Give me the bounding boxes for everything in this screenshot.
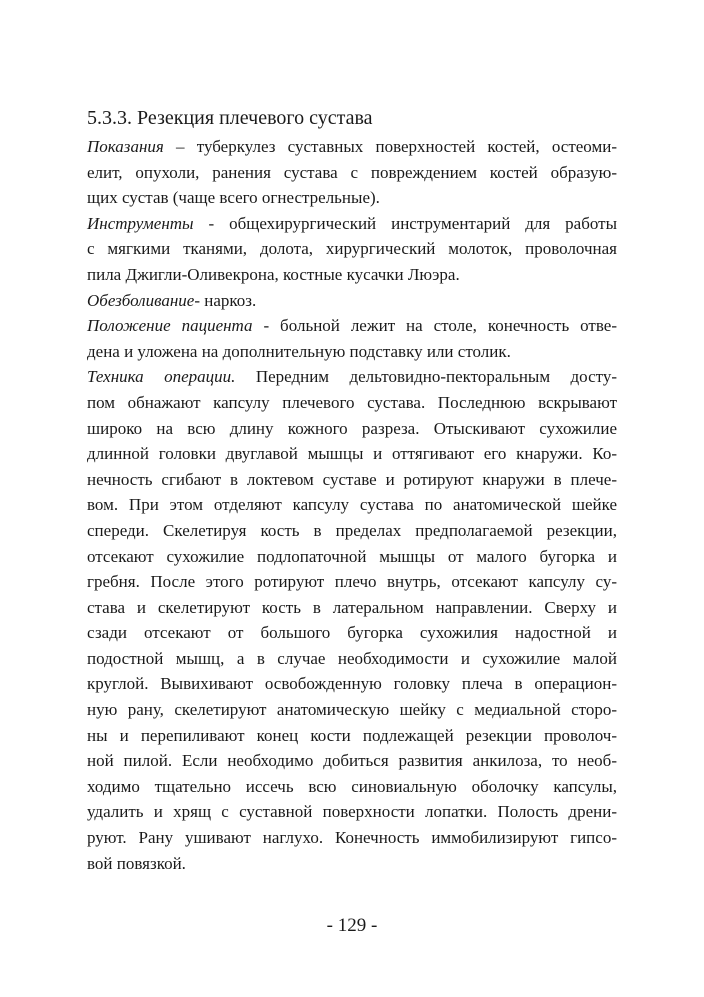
text-line: больной лежит на столе, конечность отве- xyxy=(269,316,617,336)
text-line: гребня. После этого ротируют плечо внутрь, отсекают капсулу су- xyxy=(87,572,617,592)
text-line: спереди. Скелетируя кость в пределах предполагаемой резекции, xyxy=(87,520,617,540)
text-line: вой повязкой. xyxy=(87,853,186,873)
text-line: ходимо тщательно иссечь всю синовиальную оболочку капсулы, xyxy=(87,776,617,796)
paragraph-technique-line xyxy=(87,364,617,390)
text-line: нечность сгибают в локтевом суставе и ротируют кнаружи в плече- xyxy=(87,469,617,489)
text-line: – туберкулез суставных поверхностей костей, остеоми- xyxy=(163,137,617,156)
text-line: елит, опухоли, ранения сустава с повреждением костей образую- xyxy=(87,162,617,182)
text-line: става и скелетируют кость в латеральном направлении. Сверху и xyxy=(87,597,617,617)
term-technique: Техника операции. xyxy=(87,367,236,387)
text-line: ной пилой. Если необходимо добиться развития анкилоза, то необ- xyxy=(87,751,617,771)
text-line: вом. При этом отделяют капсулу сустава по анатомической шейке xyxy=(87,495,617,515)
text-line: широко на всю длину кожного разреза. Отыскивают сухожилие xyxy=(87,418,617,438)
text-line: ную рану, скелетируют анатомическую шейку с медиальной сторо- xyxy=(87,700,617,720)
text-line: дена и уложена на дополнительную подставку или столик. xyxy=(87,341,511,361)
paragraph-indications-line xyxy=(87,134,617,160)
text-line: пила Джигли-Оливекрона, костные кусачки Люэра. xyxy=(87,264,460,284)
paragraph-anesthesia-line xyxy=(87,288,617,314)
section-title: 5.3.3. Резекция плечевого сустава xyxy=(87,107,373,129)
text-line: общехирургический инструментарий для работы xyxy=(214,213,617,233)
paragraph-instruments-line xyxy=(87,211,617,237)
term-instruments: Инструменты - xyxy=(87,213,215,233)
text-line: длинной головки двуглавой мышцы и оттягивают его кнаружи. Ко- xyxy=(87,444,617,464)
text-line: ны и перепиливают конец кости подлежащей резекции проволоч- xyxy=(87,725,617,745)
term-position: Положение пациента - xyxy=(87,316,270,336)
text-line: круглой. Вывихивают освобожденную головку плеча в операцион- xyxy=(87,674,617,694)
document-page xyxy=(87,104,617,876)
page-number: - 129 - xyxy=(326,915,378,936)
text-line: щих сустав (чаще всего огнестрельные). xyxy=(87,188,380,208)
text-line: пом обнажают капсулу плечевого сустава. Последнюю вскрывают xyxy=(87,392,617,412)
text-line: подостной мышц, а в случае необходимости и сухожилие малой xyxy=(87,648,617,668)
term-anesthesia: Обезболивание- xyxy=(87,290,200,310)
paragraph-position-line xyxy=(87,313,617,339)
text-line: руют. Рану ушивают наглухо. Конечность иммобилизируют гипсо- xyxy=(87,828,617,848)
text-line: удалить и хрящ с суставной поверхности лопатки. Полость дрени- xyxy=(87,802,617,822)
text-line: сзади отсекают от большого бугорка сухожилия надостной и xyxy=(87,623,617,643)
text-line: наркоз. xyxy=(200,290,257,310)
text-line: отсекают сухожилие подлопаточной мышцы от малого бугорка и xyxy=(87,546,617,566)
text-line: Передним дельтовидно-пекторальным досту- xyxy=(235,367,617,387)
text-line: с мягкими тканями, долота, хирургический молоток, проволочная xyxy=(87,239,617,259)
term-indications: Показания xyxy=(87,137,164,156)
